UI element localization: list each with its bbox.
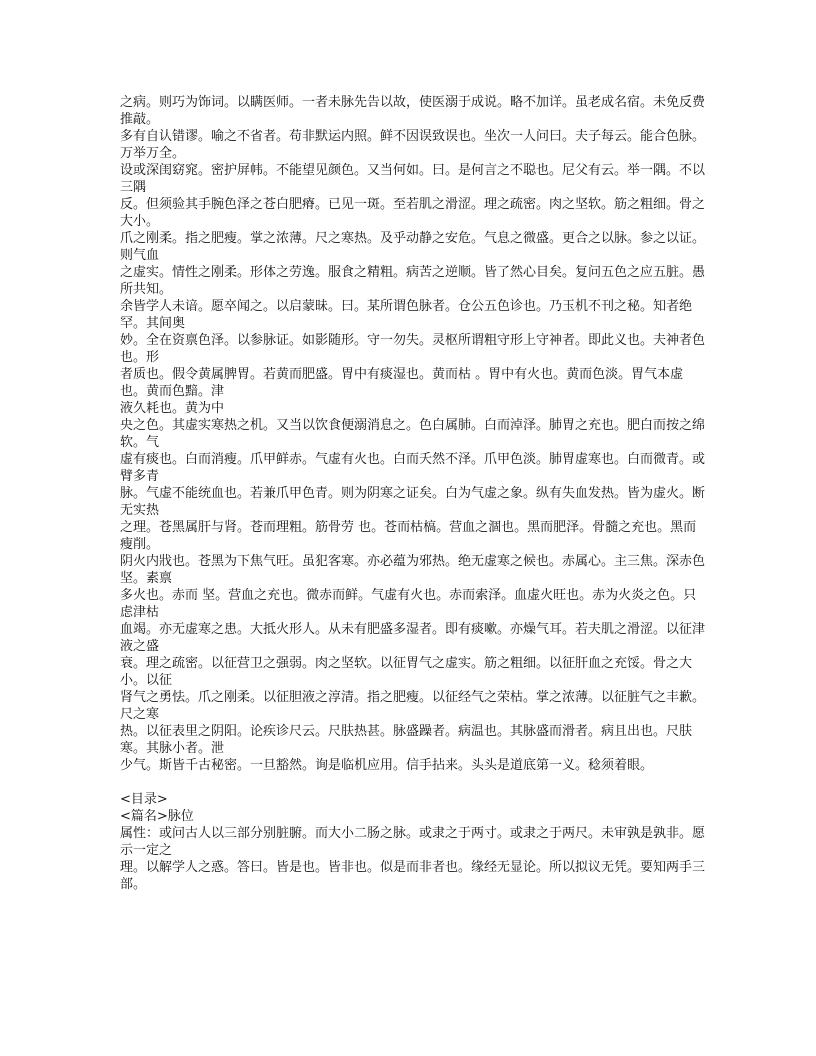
main-text-block bbox=[120, 94, 708, 774]
document-page bbox=[120, 94, 708, 893]
paragraph: 液久耗也。黄为中 bbox=[120, 401, 225, 416]
paragraph: 多火也。赤而 坚。营血之充也。微赤而鲜。气虚有火也。赤而索泽。血虚火旺也。赤为火炎之色。只虑津枯 bbox=[120, 588, 697, 620]
paragraph: 理。以解学人之惑。答曰。皆是也。皆非也。似是而非者也。缘经无显论。所以拟议无凭。要知两手三部。 bbox=[120, 860, 706, 892]
paragraph: 之理。苍黑属肝与肾。苍而理粗。筋骨劳 也。苍而枯槁。营血之涸也。黑而肥泽。骨髓之充也。黑而瘦削。 bbox=[120, 520, 697, 552]
paragraph: 爪之刚柔。指之肥瘦。掌之浓薄。尺之寒热。及乎动静之安危。气息之微盛。更合之以脉。参之以证。则气血 bbox=[120, 231, 706, 263]
paragraph: 阴火内戕也。苍黑为下焦气旺。虽犯客寒。亦必蕴为邪热。绝无虚寒之候也。赤属心。主三焦。深赤色坚。素禀 bbox=[120, 554, 706, 586]
paragraph: 央之色。其虚实寒热之机。又当以饮食便溺消息之。色白属肺。白而淖泽。肺胃之充也。肥白而按之绵软。气 bbox=[120, 418, 706, 450]
chapter-title: <篇名>脉位 bbox=[120, 809, 194, 824]
section-block bbox=[120, 791, 708, 893]
paragraph: 之病。则巧为饰词。以瞒医师。一者未脉先告以故，使医溺于成说。略不加详。虽老成名宿。未免反费推敲。 bbox=[120, 95, 706, 127]
section-spacer bbox=[120, 774, 708, 791]
paragraph: 少气。斯皆千古秘密。一旦豁然。询是临机应用。信手拈来。头头是道底第一义。稔须着眼。 bbox=[120, 758, 654, 773]
paragraph: 余皆学人未谙。愿卒闻之。以启蒙昧。曰。某所谓色脉者。仓公五色诊也。乃玉机不刊之秘。知者绝罕。其间奥 bbox=[120, 299, 693, 331]
paragraph: 属性：或问古人以三部分别脏腑。而大小二肠之脉。或隶之于两寸。或隶之于两尺。未审孰是孰非。愿示一定之 bbox=[120, 826, 706, 858]
paragraph: 妙。全在资禀色泽。以参脉证。如影随形。守一勿失。灵枢所谓粗守形上守神者。即此义也。夫神者色也。形 bbox=[120, 333, 706, 365]
paragraph: 之虚实。情性之刚柔。形体之劳逸。服食之精粗。病苦之逆顺。皆了然心目矣。复问五色之应五脏。愚所共知。 bbox=[120, 265, 706, 297]
paragraph: 虚有痰也。白而消瘦。爪甲鲜赤。气虚有火也。白而夭然不泽。爪甲色淡。肺胃虚寒也。白而微青。或臂多青 bbox=[120, 452, 706, 484]
paragraph: 热。以征表里之阴阳。论疾诊尺云。尺肤热甚。脉盛躁者。病温也。其脉盛而滑者。病且出也。尺肤寒。其脉小者。泄 bbox=[120, 724, 693, 756]
toc-marker: <目录> bbox=[120, 792, 168, 807]
paragraph: 者质也。假令黄属脾胃。若黄而肥盛。胃中有痰湿也。黄而枯 。胃中有火也。黄而色淡。胃气本虚也。黄而色黯。津 bbox=[120, 367, 684, 399]
paragraph: 衰。理之疏密。以征营卫之强弱。肉之坚软。以征胃气之虚实。筋之粗细。以征肝血之充馁。骨之大小。以征 bbox=[120, 656, 693, 688]
paragraph: 多有自认错谬。喻之不省者。苟非默运内照。鲜不因误致误也。坐次一人问曰。夫子每云。能合色脉。万举万全。 bbox=[120, 129, 706, 161]
paragraph: 脉。气虚不能统血也。若兼爪甲色青。则为阴寒之证矣。白为气虚之象。纵有失血发热。皆为虚火。断无实热 bbox=[120, 486, 706, 518]
paragraph: 反。但须验其手腕色泽之苍白肥瘠。已见一斑。至若肌之滑涩。理之疏密。肉之坚软。筋之粗细。骨之大小。 bbox=[120, 197, 706, 229]
paragraph: 肾气之勇怯。爪之刚柔。以征胆液之淳清。指之肥瘦。以征经气之荣枯。掌之浓薄。以征脏气之丰歉。尺之寒 bbox=[120, 690, 706, 722]
paragraph: 设或深闺窈窕。密护屏帏。不能望见颜色。又当何如。曰。是何言之不聪也。尼父有云。举一隅。不以三隅 bbox=[120, 163, 706, 195]
paragraph: 血竭。亦无虚寒之患。大抵火形人。从未有肥盛多湿者。即有痰嗽。亦燥气耳。若夫肌之滑涩。以征津液之盛 bbox=[120, 622, 706, 654]
